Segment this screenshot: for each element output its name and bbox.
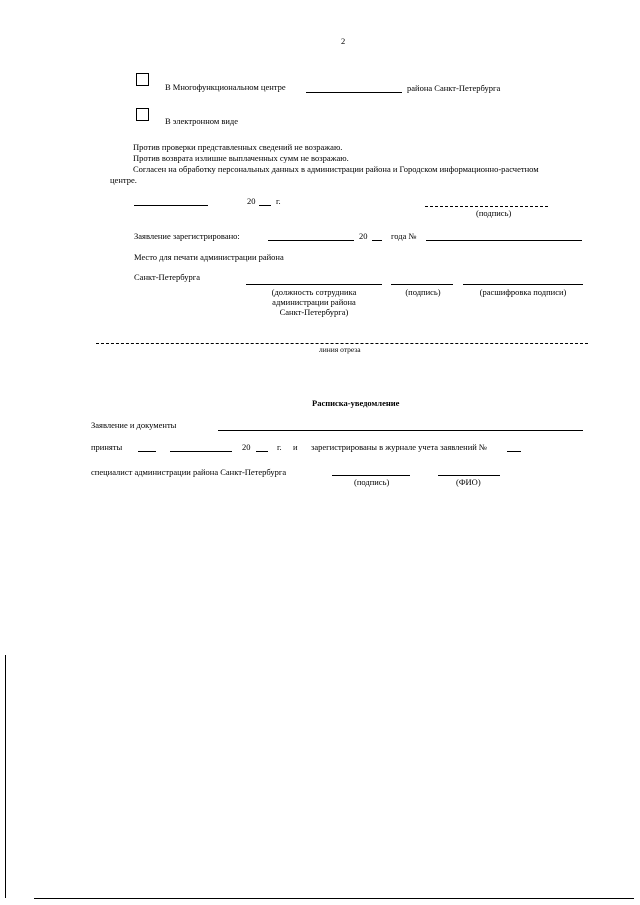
registration-number-blank[interactable] bbox=[426, 240, 582, 241]
receipt-journal-number-blank[interactable] bbox=[507, 451, 521, 452]
registration-date-blank[interactable] bbox=[268, 240, 354, 241]
receipt-accepted-label: приняты bbox=[91, 442, 123, 452]
consent-verification: Против проверки представленных сведений не возражаю. bbox=[133, 142, 343, 152]
applicant-signature-caption: (подпись) bbox=[476, 208, 512, 218]
date-day-month-blank[interactable] bbox=[134, 205, 208, 206]
mfc-district-blank[interactable] bbox=[306, 92, 402, 93]
page-number: 2 bbox=[341, 36, 346, 46]
receipt-month-blank[interactable] bbox=[170, 451, 232, 452]
consent-refund: Против возврата излишне выплаченных сумм не возражаю. bbox=[133, 153, 349, 163]
employee-position-blank[interactable] bbox=[246, 284, 382, 285]
stamp-place-label: Место для печати администрации района bbox=[134, 252, 284, 262]
caption-position-3: Санкт-Петербурга) bbox=[279, 307, 349, 317]
cut-line bbox=[96, 343, 588, 344]
receipt-conjunction: и bbox=[293, 442, 298, 452]
caption-decoding: (расшифровка подписи) bbox=[479, 287, 567, 297]
applicant-signature-blank[interactable] bbox=[425, 206, 548, 207]
receipt-year-blank[interactable] bbox=[256, 451, 268, 452]
receipt-signature-blank[interactable] bbox=[332, 475, 410, 476]
caption-position-2: администрации района bbox=[272, 297, 356, 307]
electronic-checkbox[interactable] bbox=[136, 108, 149, 121]
scan-edge-mark bbox=[5, 655, 6, 898]
receipt-docs-blank[interactable] bbox=[218, 430, 583, 431]
registration-year-blank[interactable] bbox=[372, 240, 382, 241]
receipt-day-blank[interactable] bbox=[138, 451, 156, 452]
receipt-year-suffix: г. bbox=[277, 442, 282, 452]
cut-line-label: линия отреза bbox=[319, 345, 361, 354]
mfc-checkbox[interactable] bbox=[136, 73, 149, 86]
receipt-registered-text: зарегистрированы в журнале учета заявлений № bbox=[311, 442, 488, 452]
date-year-suffix: г. bbox=[276, 196, 281, 206]
employee-decoding-blank[interactable] bbox=[463, 284, 583, 285]
registration-label: Заявление зарегистрировано: bbox=[134, 231, 240, 241]
caption-employee-signature: (подпись) bbox=[405, 287, 441, 297]
caption-position: (должность сотрудника bbox=[271, 287, 357, 297]
receipt-caption-fio: (ФИО) bbox=[456, 477, 481, 487]
mfc-label: В Многофункциональном центре bbox=[165, 82, 286, 92]
registration-year-word: года № bbox=[391, 231, 417, 241]
mfc-suffix: района Санкт-Петербурга bbox=[407, 83, 501, 93]
registration-year-prefix: 20 bbox=[359, 231, 368, 241]
scan-bottom-edge bbox=[34, 898, 634, 899]
receipt-fio-blank[interactable] bbox=[438, 475, 500, 476]
employee-signature-blank[interactable] bbox=[391, 284, 453, 285]
receipt-year-prefix: 20 bbox=[242, 442, 251, 452]
date-year-prefix: 20 bbox=[247, 196, 256, 206]
receipt-specialist-label: специалист администрации района Санкт-Петербурга bbox=[91, 467, 287, 477]
consent-personal-data-cont: центре. bbox=[110, 175, 137, 185]
consent-personal-data: Согласен на обработку персональных данных в администрации района и Городском информационно-расчетном bbox=[133, 164, 539, 174]
receipt-title: Расписка-уведомление bbox=[312, 398, 400, 408]
registration-city: Санкт-Петербурга bbox=[134, 272, 200, 282]
date-year-blank[interactable] bbox=[259, 205, 271, 206]
receipt-caption-signature: (подпись) bbox=[354, 477, 390, 487]
receipt-docs-label: Заявление и документы bbox=[91, 420, 177, 430]
electronic-label: В электронном виде bbox=[165, 116, 238, 126]
